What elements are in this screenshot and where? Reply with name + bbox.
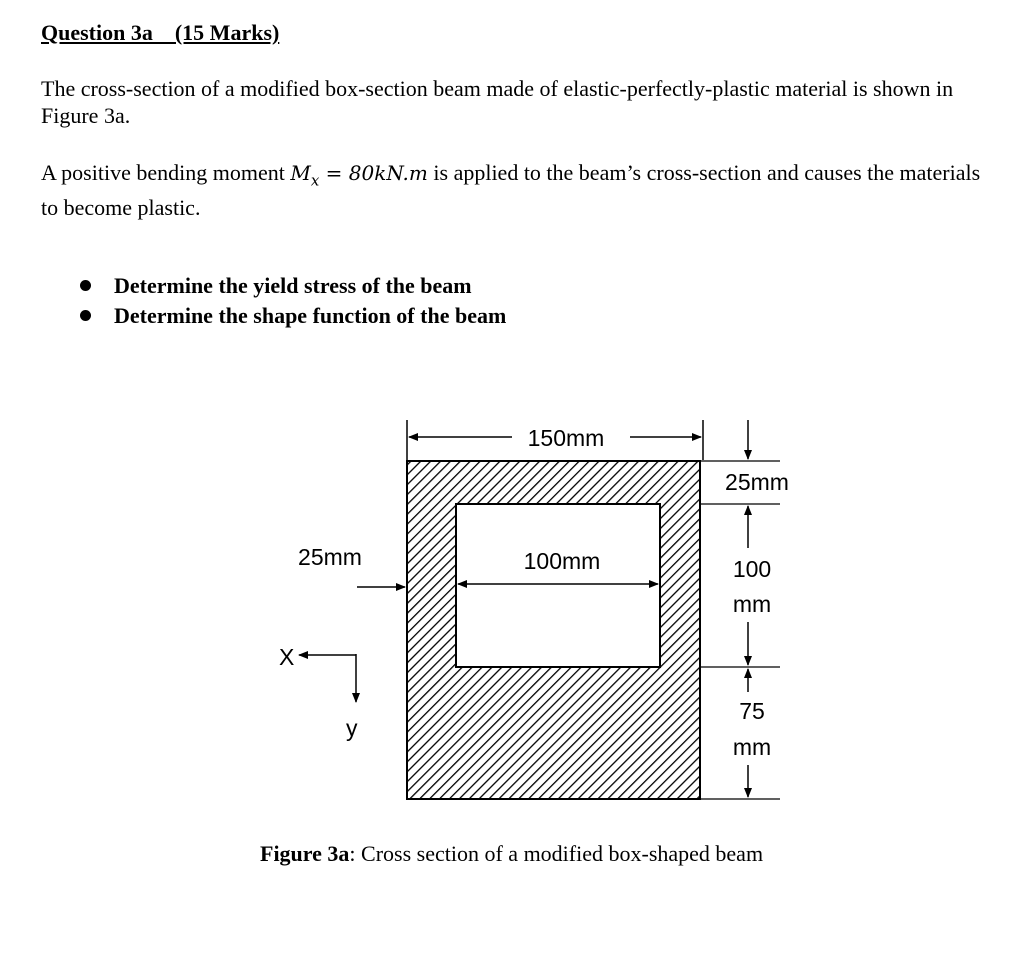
- moment-text-before: A positive bending moment: [41, 160, 291, 185]
- inner-width-label: 100mm: [523, 548, 601, 574]
- moment-equals: =: [319, 161, 349, 185]
- caption-bold: Figure 3a: [260, 841, 350, 866]
- task-text: Determine the yield stress of the beam: [114, 273, 472, 298]
- moment-symbol: M: [290, 161, 311, 185]
- x-axis-label: X: [279, 644, 295, 670]
- moment-subscript: x: [310, 171, 320, 190]
- task-text: Determine the shape function of the beam: [114, 303, 507, 328]
- wall-thickness-label: 25mm: [298, 544, 362, 570]
- intro-paragraph: The cross-section of a modified box-section beam made of elastic-perfectly-plastic material is shown in Figure 3a.: [41, 76, 954, 128]
- question-heading: Question 3a (15 Marks): [41, 20, 280, 45]
- y-axis-label: y: [346, 715, 358, 741]
- hatched-section: [407, 461, 700, 799]
- width-label: 150mm: [527, 425, 605, 451]
- flange-label: 25mm: [725, 469, 789, 495]
- inner-height-label-value: 100: [732, 556, 772, 582]
- figure-caption: [260, 841, 763, 867]
- caption-text: : Cross section of a modified box-shaped beam: [349, 841, 764, 866]
- bottom-height-label-value: 75: [739, 698, 765, 724]
- bottom-height-label-unit: mm: [732, 734, 772, 760]
- moment-value: 80kN.m: [348, 161, 428, 185]
- inner-height-label-unit: mm: [732, 591, 772, 617]
- moment-text-after: is applied to the beam’s cross-section and causes the materials to become plastic.: [41, 160, 981, 221]
